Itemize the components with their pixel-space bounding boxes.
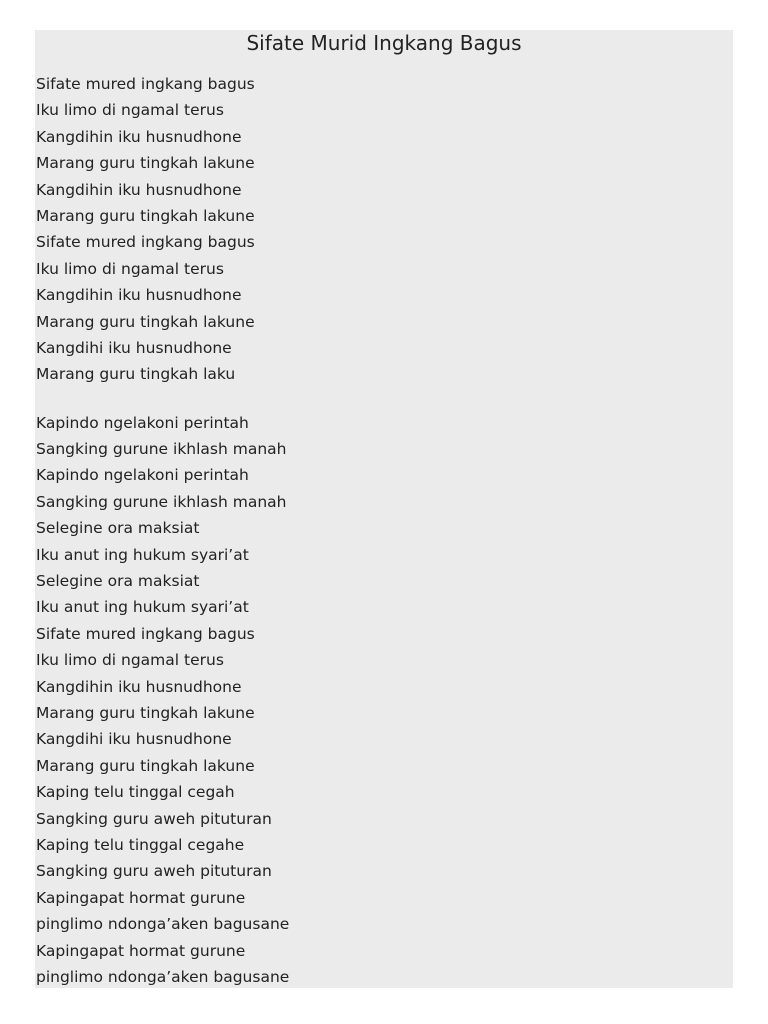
page-title: Sifate Murid Ingkang Bagus (246, 31, 522, 55)
lyric-line: Sangking gurune ikhlash manah (36, 492, 287, 511)
lyric-line: Marang guru tingkah lakune (36, 312, 255, 331)
lyric-line: Sangking guru aweh pituturan (36, 862, 272, 881)
lyric-line: Kangdihin iku husnudhone (36, 286, 242, 305)
lyric-line: Kangdihi iku husnudhone (36, 730, 232, 749)
stanza (35, 71, 733, 388)
lyric-line: Kangdihin iku husnudhone (36, 180, 242, 199)
lyric-line: Kapingapat hormat gurune (36, 888, 246, 907)
lyric-line: Marang guru tingkah lakune (36, 756, 255, 775)
lyric-line: Iku anut ing hukum syari’at (36, 545, 249, 564)
lyric-line: Kangdihin iku husnudhone (36, 127, 242, 146)
lyric-line: Sifate mured ingkang bagus (36, 233, 255, 252)
lyric-line: Kaping telu tinggal cegah (36, 783, 235, 802)
lyric-line: Marang guru tingkah lakune (36, 206, 255, 225)
lyric-line: Marang guru tingkah laku (36, 365, 236, 384)
stanza (35, 410, 733, 991)
lyric-line: Selegine ora maksiat (36, 519, 200, 538)
lyric-line: Kaping telu tinggal cegahe (36, 835, 245, 854)
lyric-line: Selegine ora maksiat (36, 572, 200, 591)
lyric-line: Kapingapat hormat gurune (36, 941, 246, 960)
lyric-line: Marang guru tingkah lakune (36, 154, 255, 173)
lyric-line: Sifate mured ingkang bagus (36, 75, 255, 93)
lyric-line: Iku limo di ngamal terus (36, 101, 224, 120)
lyric-line: Sifate mured ingkang bagus (36, 624, 255, 643)
lyric-line: Kapindo ngelakoni perintah (36, 413, 249, 432)
document-page (35, 30, 733, 988)
lyric-line: Iku limo di ngamal terus (36, 259, 224, 278)
lyric-line: Iku limo di ngamal terus (36, 651, 224, 670)
lyric-line: Iku anut ing hukum syari’at (36, 598, 249, 617)
lyric-line: Sangking gurune ikhlash manah (36, 440, 287, 459)
lyric-line: Kangdihin iku husnudhone (36, 677, 242, 696)
lyric-line: pinglimo ndonga’aken bagusane (36, 915, 290, 934)
lyric-line: Marang guru tingkah lakune (36, 703, 255, 722)
lyric-line: Sangking guru aweh pituturan (36, 809, 272, 828)
lyric-line: Kapindo ngelakoni perintah (36, 466, 249, 485)
lyric-line: Kangdihi iku husnudhone (36, 338, 232, 357)
lyric-line: pinglimo ndonga’aken bagusane (36, 967, 290, 986)
